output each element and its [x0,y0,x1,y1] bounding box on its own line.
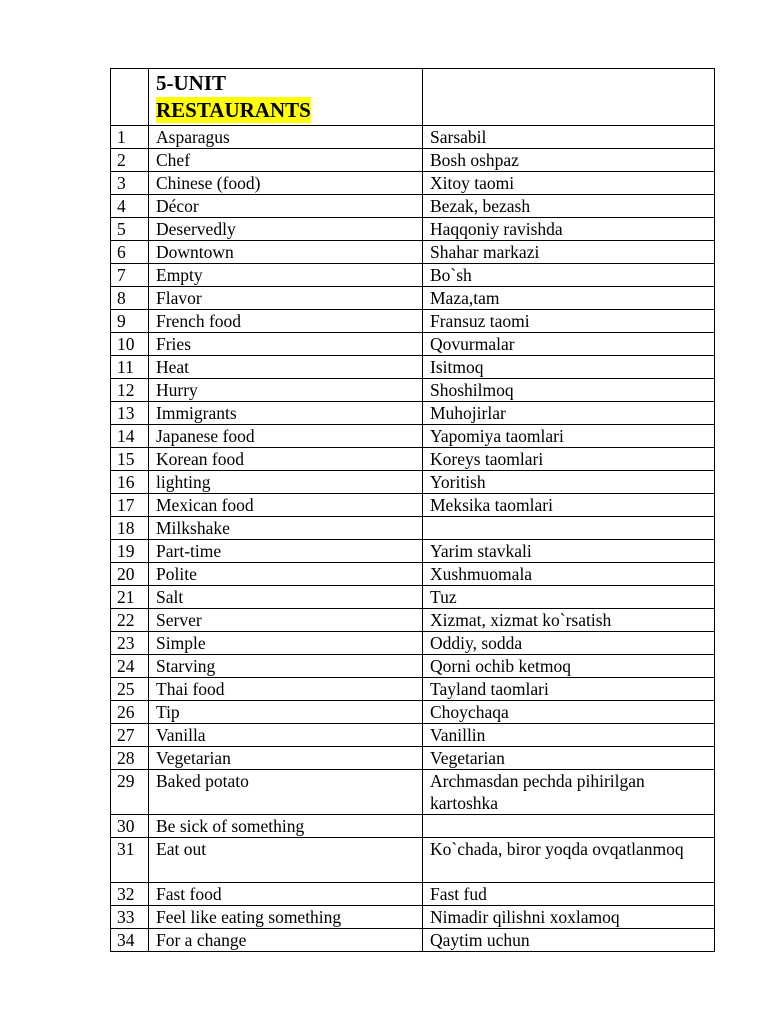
english-word: Vegetarian [149,747,423,770]
table-row [111,586,715,609]
header-number-cell [111,69,149,126]
table-row [111,172,715,195]
uzbek-translation: Isitmoq [423,356,715,379]
row-number: 25 [111,678,149,701]
table-row [111,724,715,747]
table-row [111,471,715,494]
uzbek-translation: Meksika taomlari [423,494,715,517]
english-word: Simple [149,632,423,655]
uzbek-translation: Vanillin [423,724,715,747]
row-number: 29 [111,770,149,815]
english-word: Fries [149,333,423,356]
english-word: Tip [149,701,423,724]
table-row [111,264,715,287]
row-number: 9 [111,310,149,333]
table-row [111,678,715,701]
row-number: 12 [111,379,149,402]
table-row [111,425,715,448]
table-row [111,770,715,815]
row-number: 1 [111,126,149,149]
uzbek-translation: Bo`sh [423,264,715,287]
table-row [111,701,715,724]
uzbek-translation: Tuz [423,586,715,609]
english-word: Salt [149,586,423,609]
table-row [111,287,715,310]
uzbek-translation: Koreys taomlari [423,448,715,471]
uzbek-translation: Qorni ochib ketmoq [423,655,715,678]
uzbek-translation: Oddiy, sodda [423,632,715,655]
english-word: Starving [149,655,423,678]
row-number: 34 [111,929,149,952]
english-word: Korean food [149,448,423,471]
uzbek-translation: Fransuz taomi [423,310,715,333]
table-row [111,402,715,425]
uzbek-translation: Yapomiya taomlari [423,425,715,448]
english-word: Chinese (food) [149,172,423,195]
table-row [111,379,715,402]
english-word: For a change [149,929,423,952]
row-number: 17 [111,494,149,517]
row-number: 27 [111,724,149,747]
table-row [111,815,715,838]
table-row [111,563,715,586]
row-number: 19 [111,540,149,563]
english-word: Immigrants [149,402,423,425]
uzbek-translation [423,517,715,540]
row-number: 18 [111,517,149,540]
row-number: 2 [111,149,149,172]
uzbek-translation: Nimadir qilishni xoxlamoq [423,906,715,929]
table-row [111,655,715,678]
header-row [111,69,715,126]
english-word: Hurry [149,379,423,402]
unit-label: 5-UNIT [156,71,227,95]
header-empty-cell [423,69,715,126]
english-word: lighting [149,471,423,494]
row-number: 5 [111,218,149,241]
row-number: 21 [111,586,149,609]
row-number: 7 [111,264,149,287]
row-number: 11 [111,356,149,379]
table-row [111,906,715,929]
table-row [111,195,715,218]
header-title-cell [149,69,423,126]
uzbek-translation: Yarim stavkali [423,540,715,563]
english-word: Japanese food [149,425,423,448]
english-word: Heat [149,356,423,379]
uzbek-translation: Muhojirlar [423,402,715,425]
row-number: 33 [111,906,149,929]
table-row [111,838,715,883]
table-row [111,333,715,356]
english-word: Mexican food [149,494,423,517]
row-number: 15 [111,448,149,471]
row-number: 3 [111,172,149,195]
uzbek-translation: Xitoy taomi [423,172,715,195]
uzbek-translation: Xushmuomala [423,563,715,586]
uzbek-translation: Bosh oshpaz [423,149,715,172]
table-row [111,747,715,770]
english-word: Thai food [149,678,423,701]
uzbek-translation: Ko`chada, biror yoqda ovqatlanmoq [423,838,715,883]
row-number: 13 [111,402,149,425]
english-word: Décor [149,195,423,218]
table-row [111,609,715,632]
vocabulary-table [110,68,715,952]
table-row [111,149,715,172]
english-word: Vanilla [149,724,423,747]
english-word: Baked potato [149,770,423,815]
table-row [111,448,715,471]
english-word: Asparagus [149,126,423,149]
english-word: Polite [149,563,423,586]
uzbek-translation: Maza,tam [423,287,715,310]
english-word: Server [149,609,423,632]
english-word: Chef [149,149,423,172]
uzbek-translation: Qaytim uchun [423,929,715,952]
uzbek-translation: Choychaqa [423,701,715,724]
row-number: 10 [111,333,149,356]
row-number: 8 [111,287,149,310]
unit-title: RESTAURANTS [156,98,311,122]
row-number: 26 [111,701,149,724]
table-row [111,310,715,333]
row-number: 23 [111,632,149,655]
table-row [111,494,715,517]
row-number: 31 [111,838,149,883]
english-word: Eat out [149,838,423,883]
uzbek-translation: Shahar markazi [423,241,715,264]
table-row [111,218,715,241]
uzbek-translation: Vegetarian [423,747,715,770]
uzbek-translation: Yoritish [423,471,715,494]
row-number: 32 [111,883,149,906]
table-row [111,632,715,655]
table-row [111,517,715,540]
table-row [111,126,715,149]
table-row [111,540,715,563]
row-number: 14 [111,425,149,448]
english-word: Be sick of something [149,815,423,838]
english-word: Part-time [149,540,423,563]
uzbek-translation: Tayland taomlari [423,678,715,701]
row-number: 16 [111,471,149,494]
row-number: 4 [111,195,149,218]
uzbek-translation: Haqqoniy ravishda [423,218,715,241]
uzbek-translation [423,815,715,838]
english-word: Empty [149,264,423,287]
uzbek-translation: Sarsabil [423,126,715,149]
english-word: Fast food [149,883,423,906]
uzbek-translation: Fast fud [423,883,715,906]
uzbek-translation: Archmasdan pechda pihirilgan kartoshka [423,770,715,815]
english-word: Deservedly [149,218,423,241]
uzbek-translation: Bezak, bezash [423,195,715,218]
english-word: Flavor [149,287,423,310]
english-word: Downtown [149,241,423,264]
english-word: French food [149,310,423,333]
row-number: 28 [111,747,149,770]
table-row [111,883,715,906]
row-number: 30 [111,815,149,838]
row-number: 24 [111,655,149,678]
row-number: 6 [111,241,149,264]
uzbek-translation: Xizmat, xizmat ko`rsatish [423,609,715,632]
english-word: Milkshake [149,517,423,540]
table-row [111,929,715,952]
table-row [111,356,715,379]
row-number: 20 [111,563,149,586]
table-row [111,241,715,264]
row-number: 22 [111,609,149,632]
uzbek-translation: Shoshilmoq [423,379,715,402]
uzbek-translation: Qovurmalar [423,333,715,356]
english-word: Feel like eating something [149,906,423,929]
